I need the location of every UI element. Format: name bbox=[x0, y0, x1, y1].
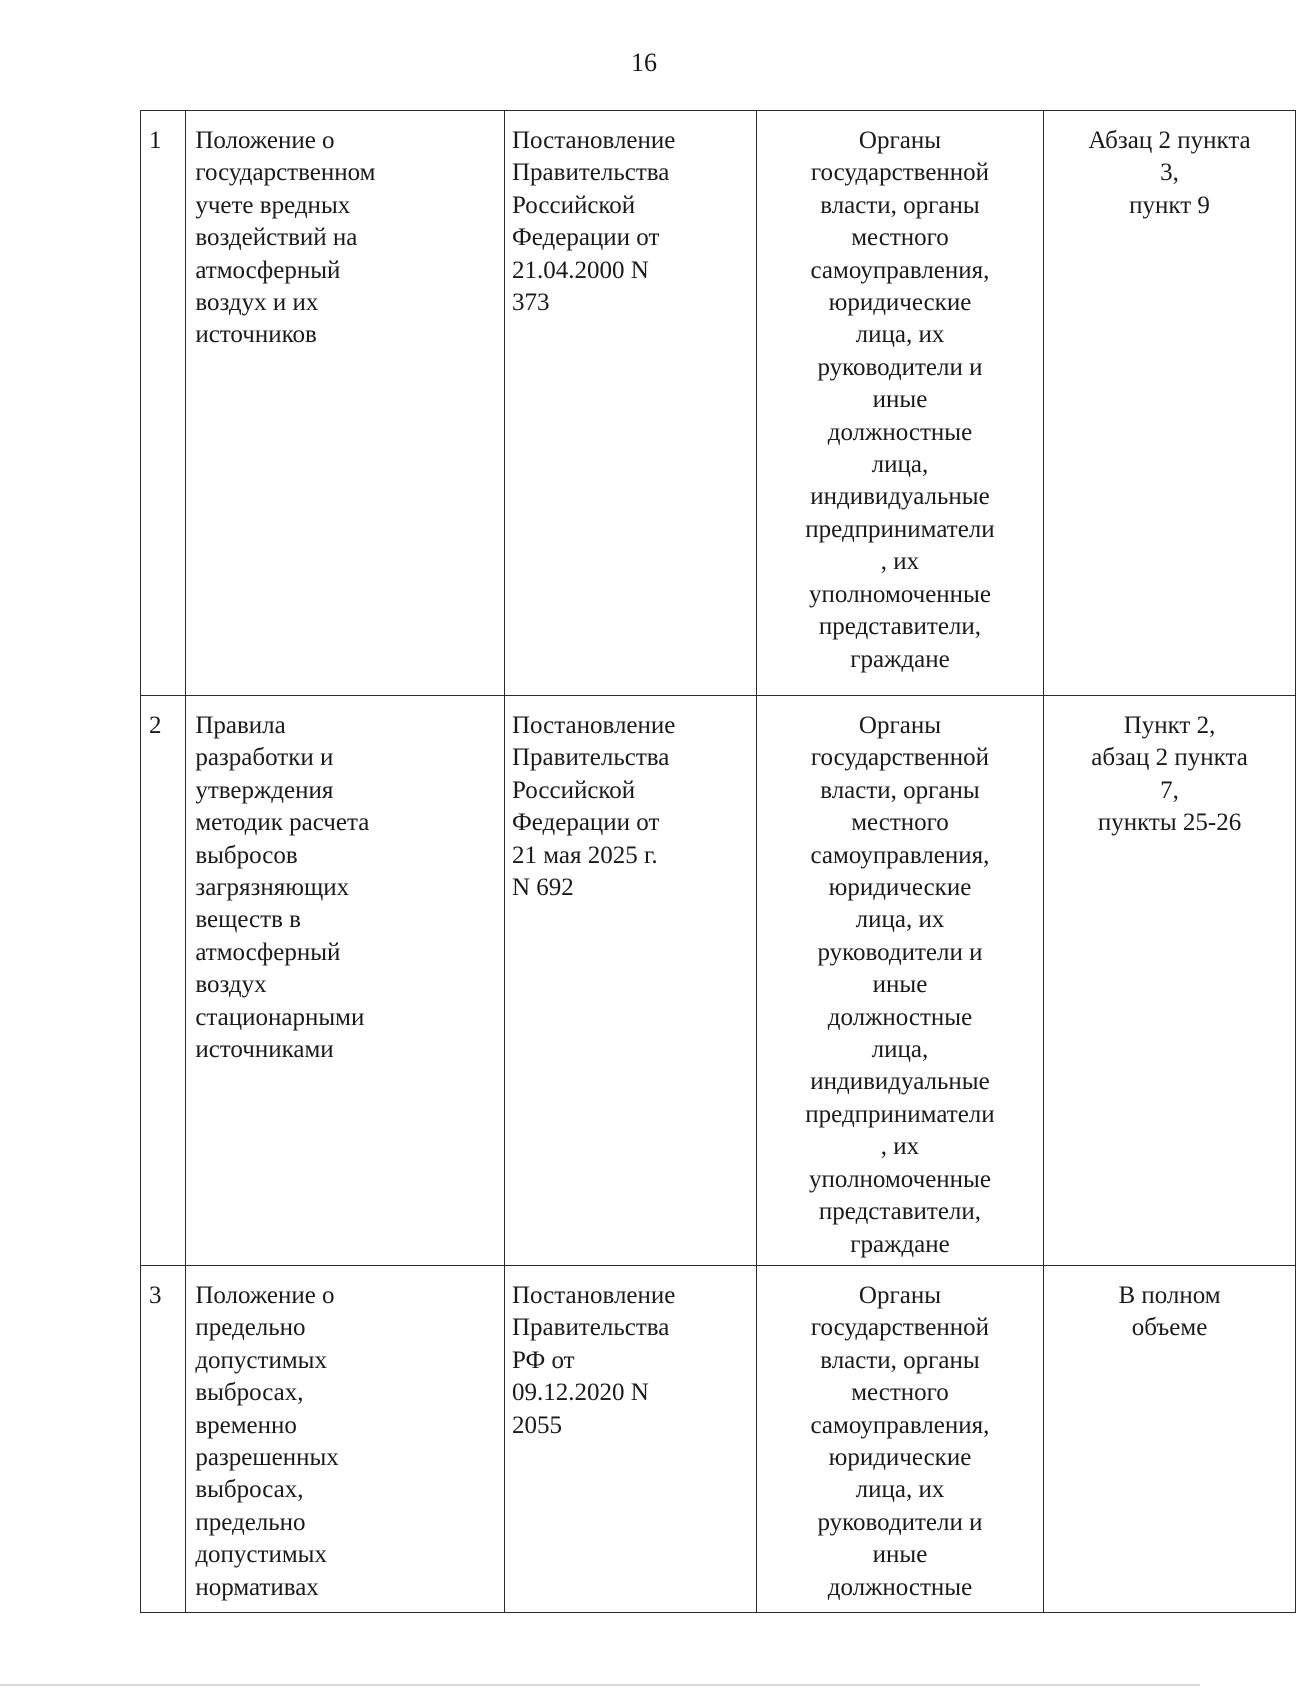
requirements-cell bbox=[1044, 696, 1296, 1266]
regulations-table bbox=[140, 110, 1296, 1613]
document-name: Правила разработки и утверждения методик расчета выбросов загрязняющих веществ в атмосферный воздух стационарными источниками bbox=[195, 712, 370, 1064]
document-name: Положение о предельно допустимых выбросах, временно разрешенных выбросах, предельно допустимых нормативах bbox=[195, 1282, 339, 1601]
document-name-cell bbox=[186, 111, 505, 696]
page-number: 16 bbox=[631, 48, 657, 77]
subjects: Органы государственной власти, органы местного самоуправления, юридические лица, их руководители и иные должностные bbox=[810, 1282, 990, 1601]
row-number-cell bbox=[141, 111, 186, 696]
subjects-cell bbox=[756, 1266, 1043, 1613]
row-number-cell bbox=[141, 1266, 186, 1613]
legal-act-cell bbox=[504, 696, 756, 1266]
row-number: 2 bbox=[149, 712, 162, 739]
legal-act: Постановление Правительства РФ от 09.12.2020 N 2055 bbox=[511, 1282, 676, 1439]
requirements: Абзац 2 пункта 3, пункт 9 bbox=[1088, 127, 1251, 219]
row-number-cell bbox=[141, 696, 186, 1266]
scan-bottom-edge bbox=[0, 1684, 1200, 1686]
subjects-cell bbox=[756, 111, 1043, 696]
subjects-cell bbox=[756, 696, 1043, 1266]
requirements: Пункт 2, абзац 2 пункта 7, пункты 25-26 bbox=[1091, 712, 1248, 837]
legal-act: Постановление Правительства Российской Федерации от 21.04.2000 N 373 bbox=[511, 127, 676, 317]
subjects: Органы государственной власти, органы местного самоуправления, юридические лица, их руководители и иные должностные лица, индивидуальные предприниматели , их уполномоченные представители, граждане bbox=[805, 712, 995, 1258]
row-number: 3 bbox=[149, 1282, 162, 1309]
requirements-cell bbox=[1044, 1266, 1296, 1613]
requirements: В полном объеме bbox=[1118, 1282, 1221, 1342]
legal-act-cell bbox=[504, 1266, 756, 1613]
document-name: Положение о государственном учете вредных воздействий на атмосферный воздух и их источников bbox=[195, 127, 376, 349]
table-row bbox=[141, 111, 1296, 696]
subjects: Органы государственной власти, органы местного самоуправления, юридические лица, их руководители и иные должностные лица, индивидуальные предприниматели , их уполномоченные представители, граждане bbox=[805, 127, 995, 673]
document-name-cell bbox=[186, 1266, 505, 1613]
document-name-cell bbox=[186, 696, 505, 1266]
legal-act-cell bbox=[504, 111, 756, 696]
row-number: 1 bbox=[149, 127, 162, 154]
table-row bbox=[141, 696, 1296, 1266]
table-row bbox=[141, 1266, 1296, 1613]
legal-act: Постановление Правительства Российской Федерации от 21 мая 2025 г. N 692 bbox=[511, 712, 676, 902]
requirements-cell bbox=[1044, 111, 1296, 696]
